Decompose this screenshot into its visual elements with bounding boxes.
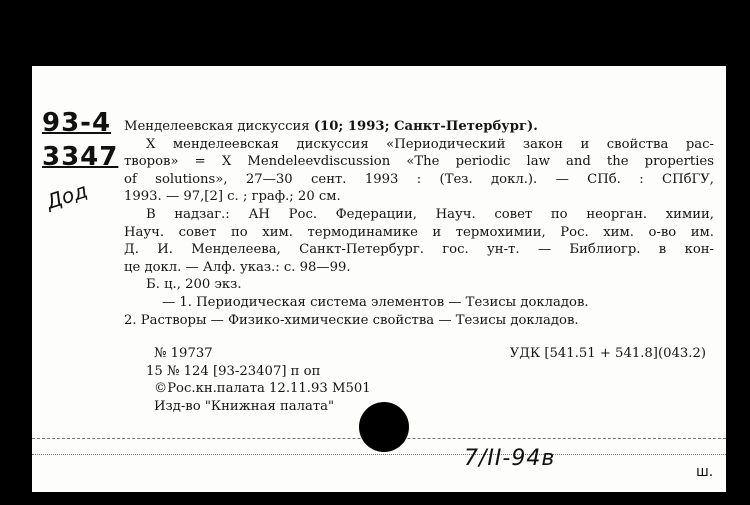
udk-code: УДК [541.51 + 541.8](043.2) bbox=[509, 346, 706, 362]
imprint-line: 15 № 124 [93-23407] п оп bbox=[146, 363, 321, 379]
handwritten-code: 3347 bbox=[42, 142, 119, 172]
body-line: of solutions», 27—30 сент. 1993 : (Тез. докл.). — СПб. : СПбГУ, bbox=[124, 171, 714, 187]
card-text bbox=[124, 118, 714, 416]
imprint-line: Изд-во "Книжная палата" bbox=[154, 398, 335, 414]
price-line: Б. ц., 200 экз. bbox=[146, 277, 242, 293]
handwritten-note: Дод bbox=[43, 178, 91, 214]
body-line: Х менделеевская дискуссия «Периодический закон и свойства рас- bbox=[146, 136, 714, 152]
publisher-line: В надзаг.: АН Рос. Федерации, Науч. совет по неорган. химии, bbox=[146, 206, 714, 222]
record-number: № 19737 bbox=[154, 346, 213, 362]
subject-line: — 1. Периодическая система элементов — Тезисы докладов. bbox=[162, 294, 589, 310]
body-line: творов» = X Mendeleevdiscussion «The periodic law and the properties bbox=[124, 154, 714, 170]
handwritten-code: 93-4 bbox=[42, 108, 112, 138]
heading-title: Менделеевская дискуссия bbox=[124, 119, 314, 134]
subject-line: 2. Растворы — Физико-химические свойства — Тезисы докладов. bbox=[124, 312, 579, 328]
catalog-card bbox=[32, 66, 726, 492]
scan-artifact-line bbox=[32, 454, 726, 455]
card-heading bbox=[124, 118, 714, 136]
punch-hole bbox=[359, 402, 409, 452]
heading-bold: (10; 1993; Санкт-Петербург). bbox=[313, 119, 538, 134]
handwritten-mark: ш. bbox=[696, 464, 714, 480]
publisher-line: це докл. — Алф. указ.: с. 98—99. bbox=[124, 259, 351, 275]
number-udk-row bbox=[124, 345, 714, 363]
publisher-line: Д. И. Менделеева, Санкт-Петербург. гос. ун-т. — Библиогр. в кон- bbox=[124, 242, 714, 258]
imprint-line: ©Рос.кн.палата 12.11.93 М501 bbox=[154, 381, 371, 397]
handwritten-date: 7/II-94в bbox=[464, 446, 556, 471]
publisher-line: Науч. совет по хим. термодинамике и термохимии, Рос. хим. о-во им. bbox=[124, 224, 714, 240]
body-line: 1993. — 97,[2] с. ; граф.; 20 см. bbox=[124, 189, 341, 205]
